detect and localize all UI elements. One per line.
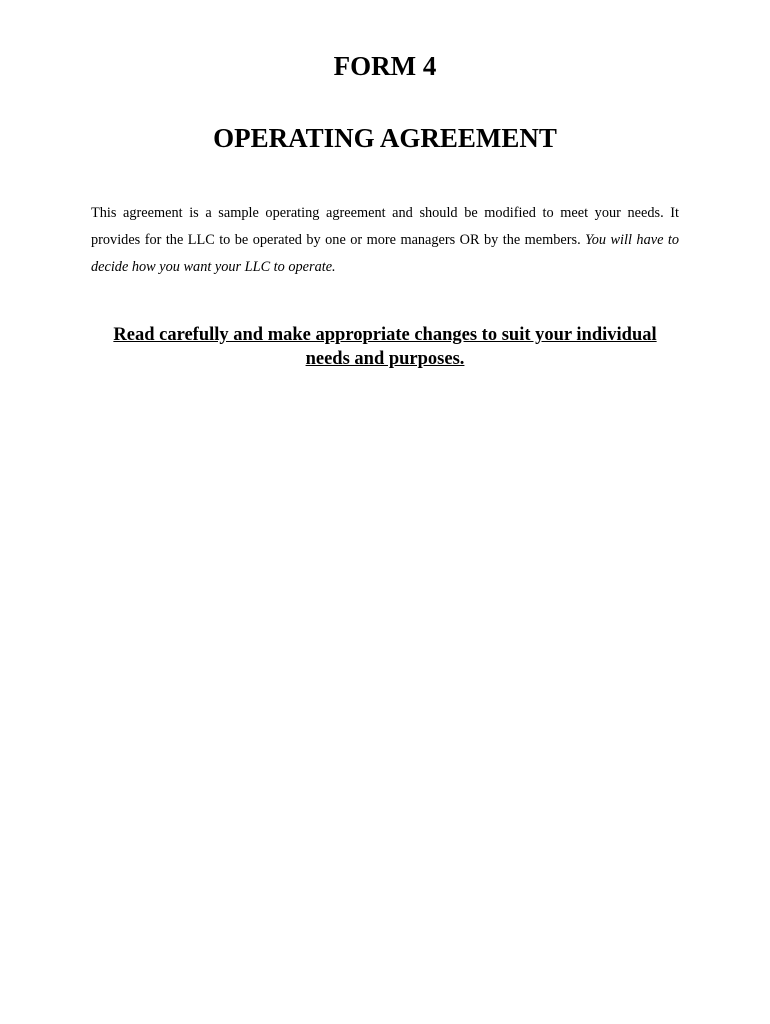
form-number-heading: FORM 4: [333, 51, 437, 81]
intro-italic-text: You will have to decide how you want your LLC to operate.: [91, 232, 679, 276]
intro-paragraph: [91, 200, 679, 281]
instruction-notice: Read carefully and make appropriate changes to suit your individual needs and purposes.: [113, 325, 657, 369]
intro-text: This agreement is a sample operating agreement and should be modified to meet your needs. It provides for the LLC to be operated by one or more managers OR by the members.: [91, 205, 679, 249]
document-title: OPERATING AGREEMENT: [213, 123, 557, 153]
